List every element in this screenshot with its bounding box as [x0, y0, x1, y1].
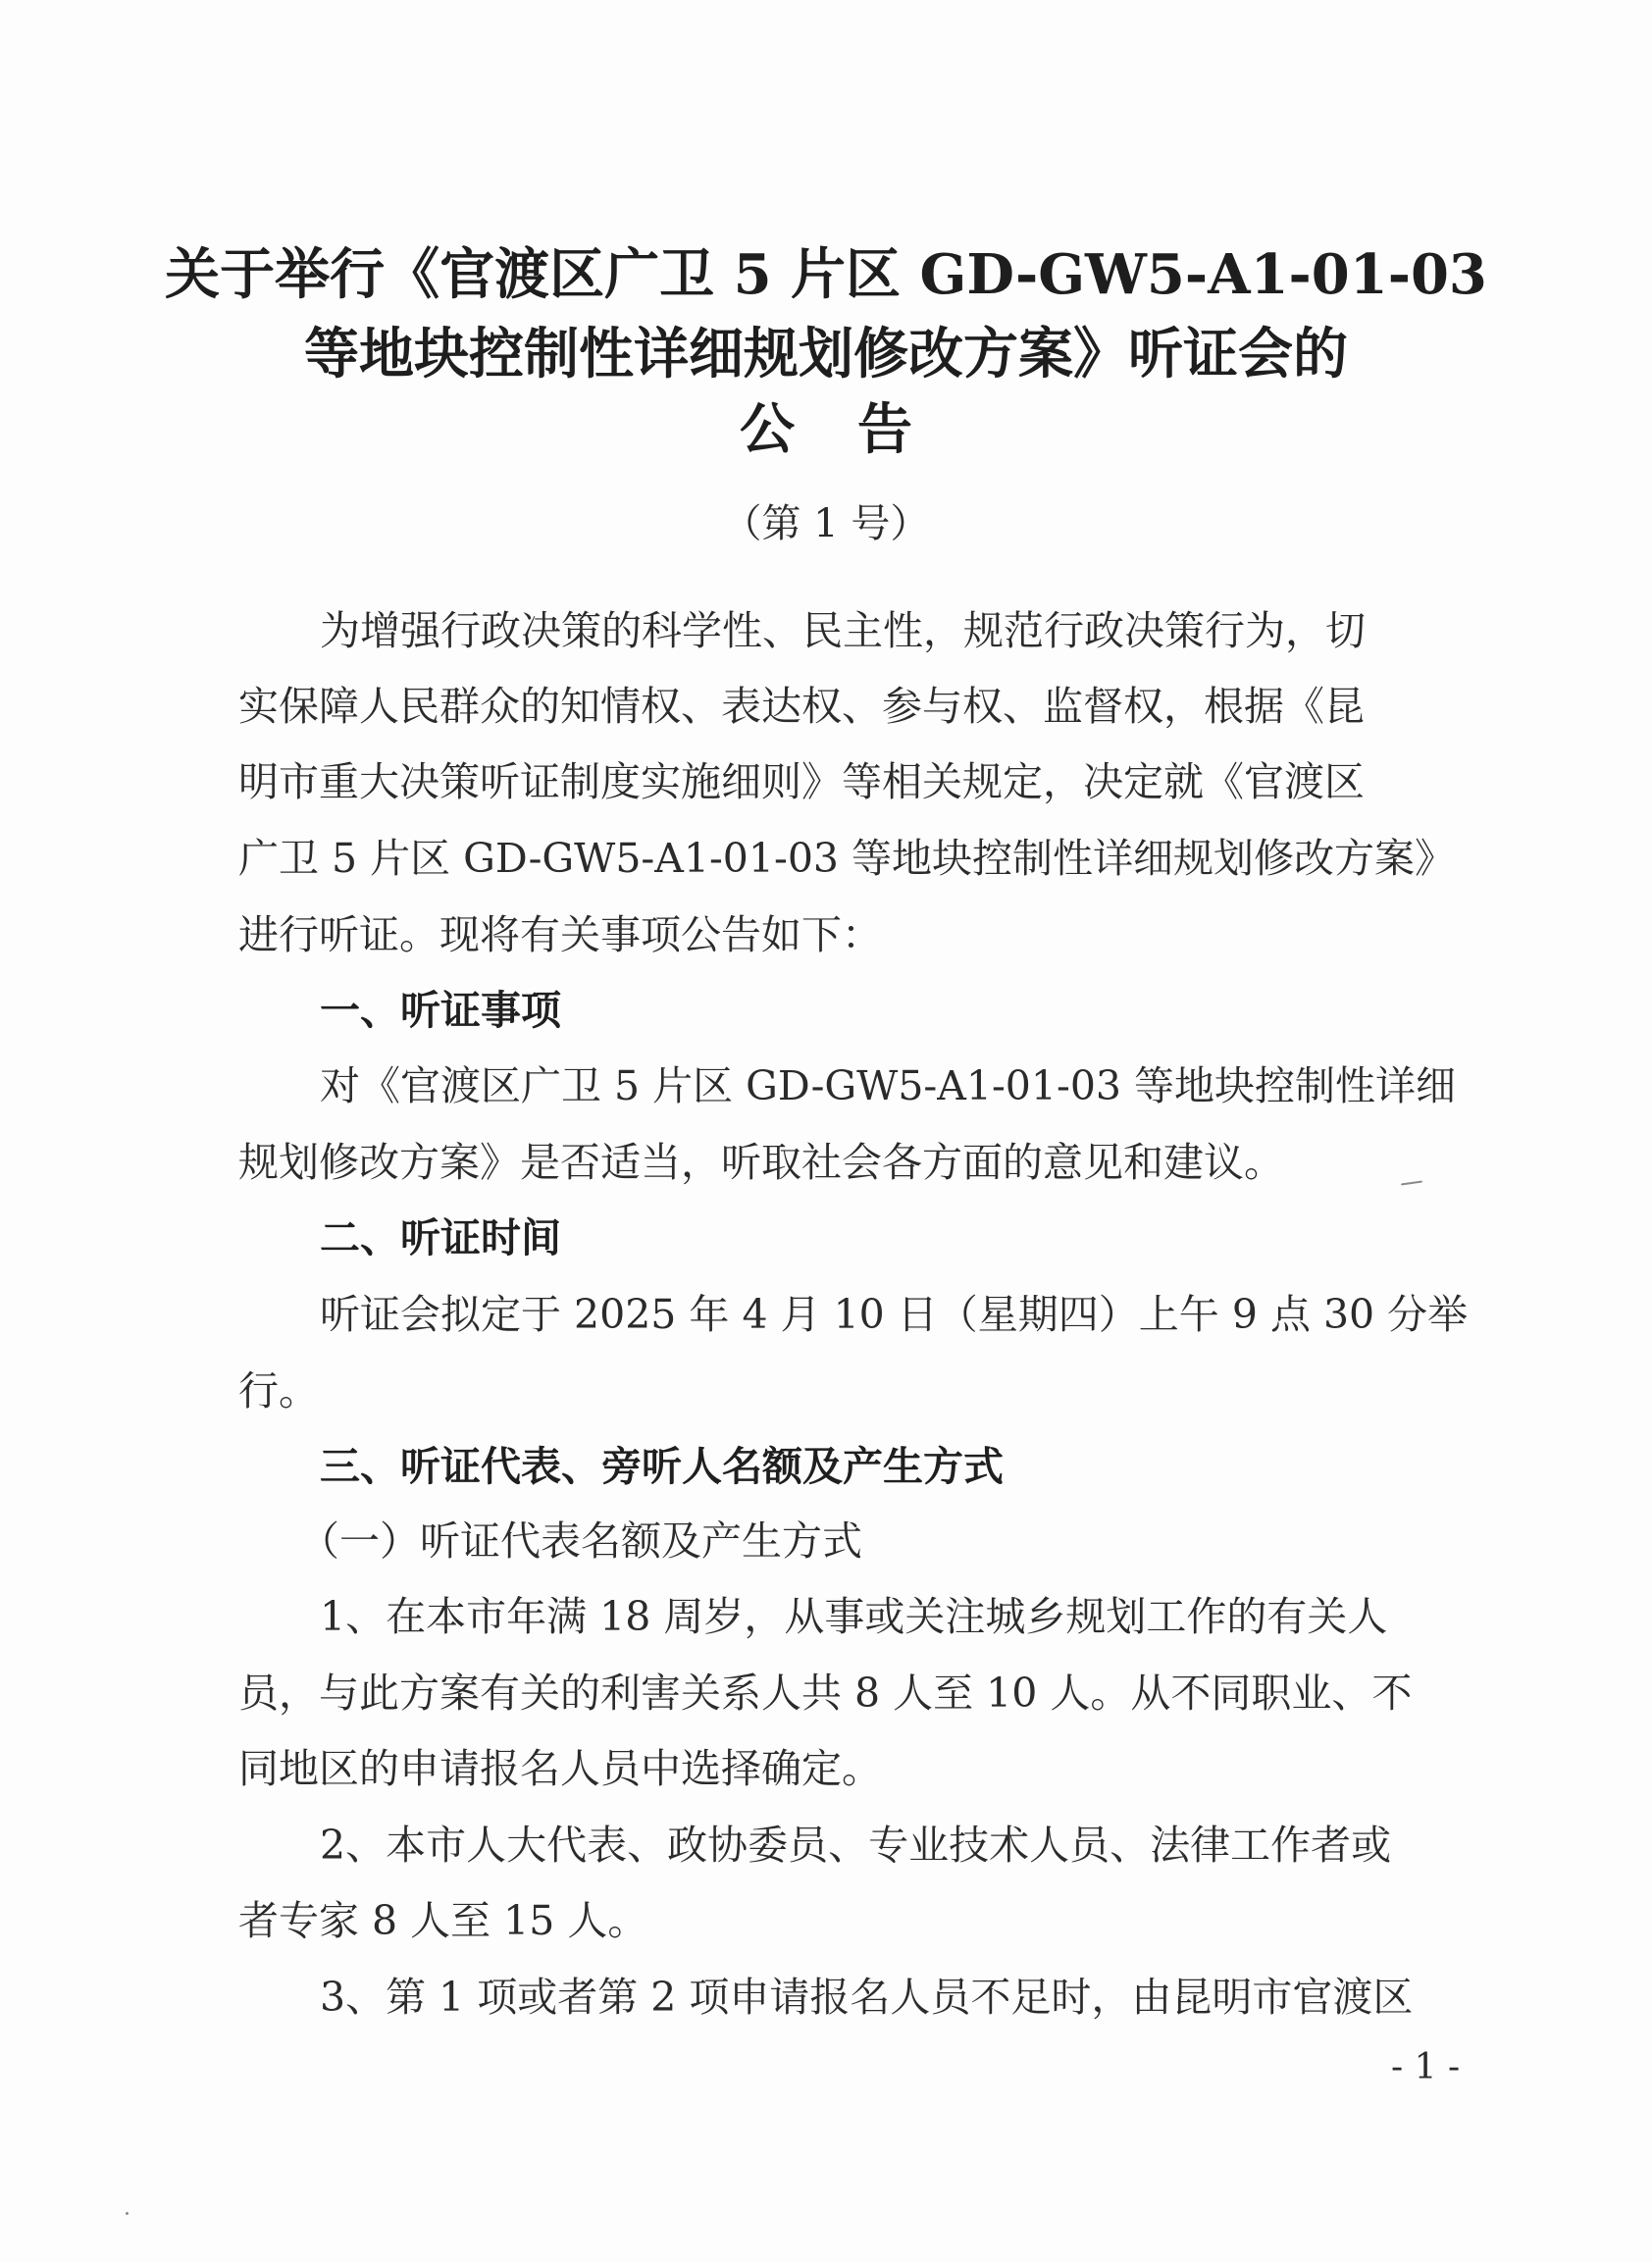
scan-mark	[1401, 1180, 1422, 1185]
paragraph-line: 实保障人民群众的知情权、表达权、参与权、监督权，根据《昆	[238, 683, 1365, 730]
paragraph-line: 明市重大决策听证制度实施细则》等相关规定，决定就《官渡区	[238, 758, 1365, 805]
title-line-1: 关于举行《官渡区广卫 5 片区 GD-GW5-A1-01-03	[165, 242, 1487, 307]
paragraph-line: 规划修改方案》是否适当，听取社会各方面的意见和建议。	[238, 1139, 1284, 1186]
paragraph-line: 员，与此方案有关的利害关系人共 8 人至 10 人。从不同职业、不	[238, 1670, 1413, 1717]
paragraph-line: 广卫 5 片区 GD-GW5-A1-01-03 等地块控制性详细规划修改方案》	[238, 835, 1456, 882]
title-line-2: 等地块控制性详细规划修改方案》听证会的	[304, 322, 1348, 386]
paragraph-line: 者专家 8 人至 15 人。	[238, 1897, 648, 1944]
scan-speck	[126, 2212, 129, 2215]
paragraph-line: 行。	[238, 1367, 319, 1414]
paragraph-line: 进行听证。现将有关事项公告如下：	[238, 911, 882, 958]
paragraph-line: 对《官渡区广卫 5 片区 GD-GW5-A1-01-03 等地块控制性详细	[320, 1062, 1457, 1109]
paragraph-line: 2、本市人大代表、政协委员、专业技术人员、法律工作者或	[320, 1822, 1392, 1869]
subsection-heading: （一）听证代表名额及产生方式	[299, 1517, 862, 1565]
page-number: - 1 -	[1391, 2047, 1461, 2087]
section-heading-3: 三、听证代表、旁听人名额及产生方式	[320, 1443, 1004, 1490]
paragraph-line: 1、在本市年满 18 周岁，从事或关注城乡规划工作的有关人	[320, 1593, 1388, 1640]
paragraph-line: 听证会拟定于 2025 年 4 月 10 日（星期四）上午 9 点 30 分举	[320, 1291, 1469, 1338]
title-line-3: 公告	[740, 397, 975, 462]
section-heading-2: 二、听证时间	[320, 1214, 561, 1261]
paragraph-line: 为增强行政决策的科学性、民主性，规范行政决策行为，切	[320, 607, 1366, 654]
paragraph-line: 3、第 1 项或者第 2 项申请报名人员不足时，由昆明市官渡区	[320, 1974, 1414, 2021]
paragraph-line: 同地区的申请报名人员中选择确定。	[238, 1745, 882, 1792]
section-heading-1: 一、听证事项	[320, 987, 561, 1034]
document-number: （第 1 号）	[722, 501, 930, 546]
